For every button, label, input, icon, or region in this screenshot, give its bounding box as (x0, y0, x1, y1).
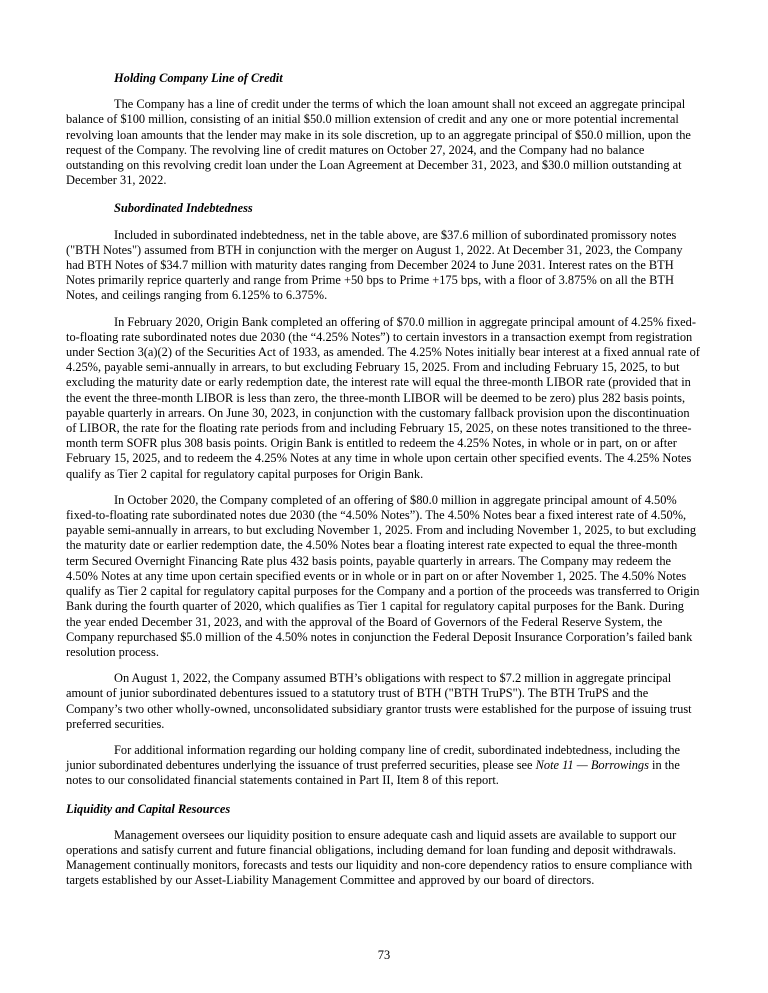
paragraph-additional-info (66, 743, 702, 789)
paragraph-450-notes: In October 2020, the Company completed of an offering of $80.0 million in aggregate principal amount of 4.50% fixed-to-floating rate subordinated notes due 2030 (the “4.50% Notes”). The 4.50% Notes bear a fixed interest rate of 4.50%, payable semi-annually in arrears, to but excluding November 1, 2025. From and including November 1, 2025, to but excluding the maturity date or earlier redemption date, the 4.50% Notes bear a floating interest rate expected to equal the three-month term Secured Overnight Financing Rate plus 432 basis points, payable quarterly in arrears. The Company may redeem the 4.50% Notes at any time upon certain specified events or in whole or in part on or after November 1, 2025. The 4.50% Notes qualify as Tier 2 capital for regulatory capital purposes for the Company and a portion of the proceeds was transferred to Origin Bank during the fourth quarter of 2020, which qualifies as Tier 1 capital for regulatory capital purposes for the Bank. During the year ended December 31, 2023, and with the approval of the Board of Governors of the Federal Reserve System, the Company repurchased $5.0 million of the 4.50% notes in conjunction the Federal Deposit Insurance Corporation’s failed bank resolution process. (66, 492, 700, 659)
paragraph-bth-notes: Included in subordinated indebtedness, net in the table above, are $37.6 million of subordinated promissory notes ("BTH Notes") assumed from BTH in conjunction with the merger on August 1, 2022. At December 31, 2023, the Company had BTH Notes of $34.7 million with maturity dates ranging from December 2024 to June 2031. Interest rates on the BTH Notes primarily reprice quarterly and range from Prime +50 bps to Prime +175 bps, with a floor of 3.875% on all the BTH Notes, and ceilings ranging from 6.125% to 6.375%. (66, 227, 683, 303)
additional-info-text-pre: For additional information regarding our holding company line of credit, subordinated indebtedness, including the junior subordinated debentures underlying the issuance of trust preferred securities, please see (66, 742, 681, 773)
page-number: 73 (377, 947, 391, 962)
paragraph-bth-trups: On August 1, 2022, the Company assumed BTH’s obligations with respect to $7.2 million in aggregate principal amount of junior subordinated debentures issued to a statutory trust of BTH ("BTH TruPS"). The BTH TruPS and the Company’s two other wholly-owned, unconsolidated subsidiary grantor trusts were established for the purpose of issuing trust preferred securities. (66, 671, 692, 731)
heading-liquidity-and-capital-resources: Liquidity and Capital Resources (66, 801, 231, 816)
paragraph-line-of-credit: The Company has a line of credit under the terms of which the loan amount shall not exceed an aggregate principal balance of $100 million, consisting of an initial $50.0 million extension of credit and any one or more potential incremental revolving loan amounts that the lender may make in its sole discretion, up to an aggregate principal of $50.0 million, upon the request of the Company. The revolving line of credit matures on October 27, 2024, and the Company had no balance outstanding on this revolving credit loan under the Loan Agreement at December 31, 2023, and $30.0 million outstanding at December 31, 2022. (66, 97, 691, 188)
heading-holding-company-line-of-credit: Holding Company Line of Credit (114, 71, 283, 85)
note-11-borrowings-reference: Note 11 — Borrowings (535, 758, 649, 773)
heading-subordinated-indebtedness: Subordinated Indebtedness (114, 201, 253, 216)
paragraph-425-notes: In February 2020, Origin Bank completed an offering of $70.0 million in aggregate principal amount of 4.25% fixed-to-floating rate subordinated notes due 2030 (the “4.25% Notes”) to certain investors in a transaction exempt from registration under Section 3(a)(2) of the Securities Act of 1933, as amended. The 4.25% Notes initially bear interest at a fixed annual rate of 4.25%, payable semi-annually in arrears, to but excluding February 15, 2025. From and including February 15, 2025, to but excluding the maturity date or early redemption date, the interest rate will equal the three-month LIBOR rate (provided that in the event the three-month LIBOR is less than zero, the three-month LIBOR will be deemed to be zero) plus 282 basis points, payable quarterly in arrears. On June 30, 2023, in conjunction with the customary fallback provision upon the discontinuation of LIBOR, the rate for the floating rate periods from and including February 15, 2025, on these notes transitioned to the three-month term SOFR plus 308 basis points. Origin Bank is entitled to redeem the 4.25% Notes, in whole or in part, on or after February 15, 2025, and to redeem the 4.25% Notes at any time in whole upon certain other specified events. The 4.25% Notes qualify as Tier 2 capital for regulatory capital purposes for Origin Bank. (66, 314, 700, 481)
additional-info-text-post: in the notes to our consolidated financial statements contained in Part II, Item 8 of this report. (66, 758, 680, 788)
paragraph-liquidity: Management oversees our liquidity position to ensure adequate cash and liquid assets are available to support our operations and satisfy current and future financial obligations, including demand for loan funding and deposit withdrawals. Management continually monitors, forecasts and tests our liquidity and non-core dependency ratios to ensure compliance with targets established by our Asset-Liability Management Committee and approved by our board of directors. (66, 827, 693, 888)
